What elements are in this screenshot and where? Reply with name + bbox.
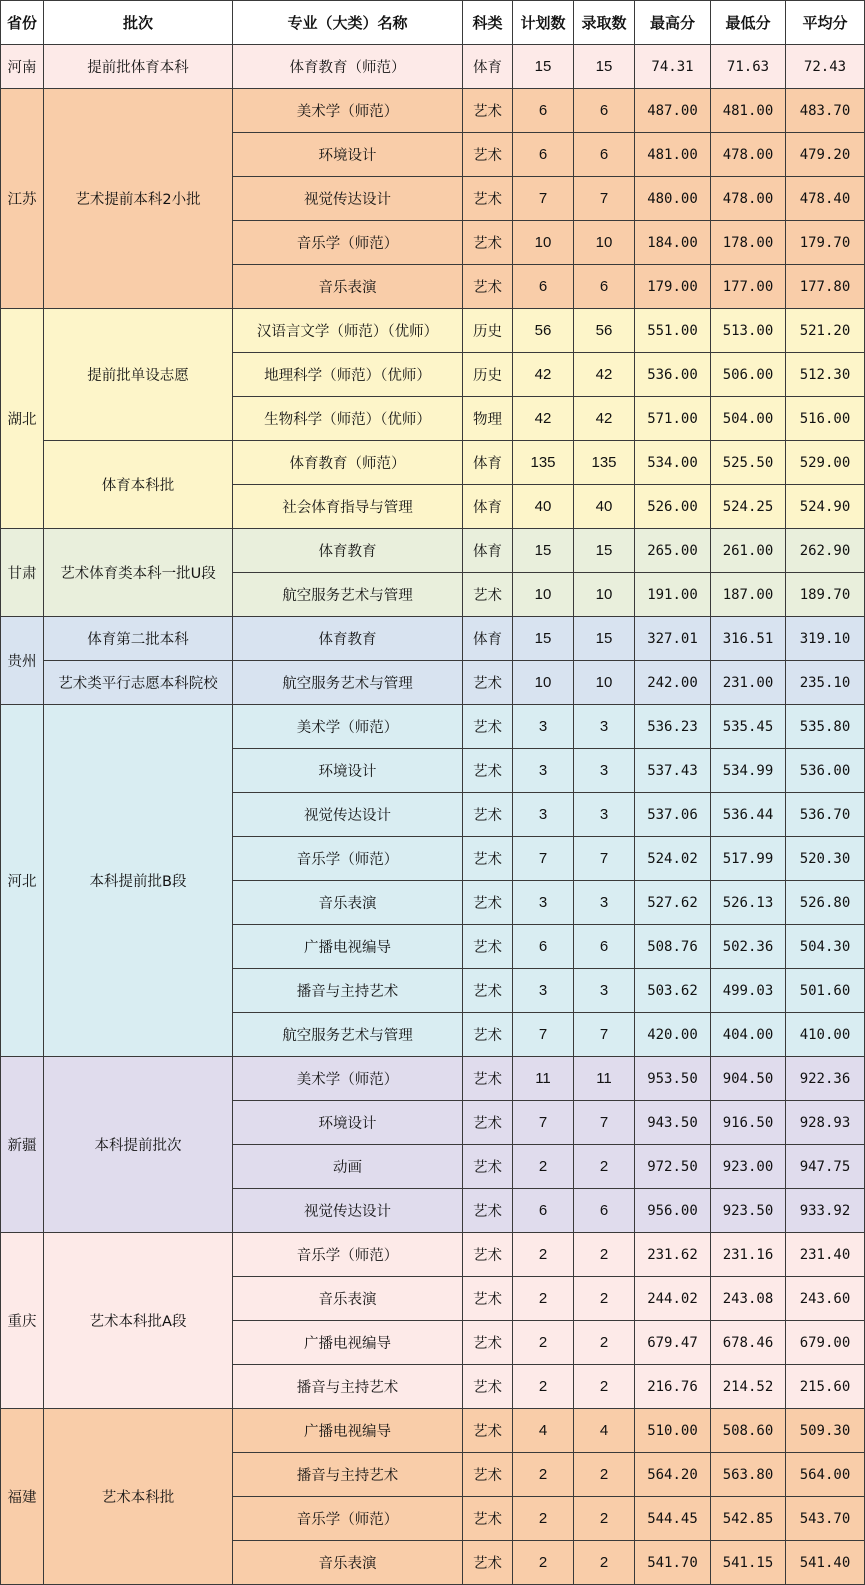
max-score-cell: 571.00: [635, 397, 711, 441]
avg-score-cell: 535.80: [786, 705, 865, 749]
avg-score-cell: 922.36: [786, 1057, 865, 1101]
major-cell: 环境设计: [233, 133, 463, 177]
max-score-cell: 481.00: [635, 133, 711, 177]
min-score-cell: 261.00: [711, 529, 786, 573]
header-major: 专业（大类）名称: [233, 1, 463, 45]
plan-count-cell: 10: [513, 573, 574, 617]
min-score-cell: 178.00: [711, 221, 786, 265]
max-score-cell: 508.76: [635, 925, 711, 969]
plan-count-cell: 2: [513, 1497, 574, 1541]
min-score-cell: 525.50: [711, 441, 786, 485]
max-score-cell: 480.00: [635, 177, 711, 221]
major-cell: 播音与主持艺术: [233, 1453, 463, 1497]
admitted-count-cell: 2: [574, 1145, 635, 1189]
admitted-count-cell: 2: [574, 1541, 635, 1585]
header-province: 省份: [1, 1, 44, 45]
batch-cell: 体育本科批: [44, 441, 233, 529]
plan-count-cell: 3: [513, 881, 574, 925]
admitted-count-cell: 3: [574, 969, 635, 1013]
admitted-count-cell: 7: [574, 1013, 635, 1057]
subject-type-cell: 艺术: [463, 133, 513, 177]
plan-count-cell: 6: [513, 265, 574, 309]
min-score-cell: 214.52: [711, 1365, 786, 1409]
avg-score-cell: 564.00: [786, 1453, 865, 1497]
avg-score-cell: 479.20: [786, 133, 865, 177]
plan-count-cell: 56: [513, 309, 574, 353]
subject-type-cell: 艺术: [463, 1497, 513, 1541]
subject-type-cell: 体育: [463, 485, 513, 529]
table-body: [1, 45, 865, 1585]
admitted-count-cell: 3: [574, 749, 635, 793]
major-cell: 音乐表演: [233, 881, 463, 925]
plan-count-cell: 3: [513, 705, 574, 749]
min-score-cell: 904.50: [711, 1057, 786, 1101]
avg-score-cell: 262.90: [786, 529, 865, 573]
major-cell: 广播电视编导: [233, 1321, 463, 1365]
major-cell: 播音与主持艺术: [233, 969, 463, 1013]
header-batch: 批次: [44, 1, 233, 45]
plan-count-cell: 2: [513, 1365, 574, 1409]
plan-count-cell: 7: [513, 1013, 574, 1057]
plan-count-cell: 10: [513, 221, 574, 265]
admitted-count-cell: 10: [574, 573, 635, 617]
admitted-count-cell: 6: [574, 265, 635, 309]
table-row: [1, 705, 865, 749]
plan-count-cell: 40: [513, 485, 574, 529]
max-score-cell: 524.02: [635, 837, 711, 881]
subject-type-cell: 艺术: [463, 1057, 513, 1101]
max-score-cell: 242.00: [635, 661, 711, 705]
subject-type-cell: 艺术: [463, 1145, 513, 1189]
max-score-cell: 265.00: [635, 529, 711, 573]
province-cell: 新疆: [1, 1057, 44, 1233]
plan-count-cell: 15: [513, 45, 574, 89]
avg-score-cell: 319.10: [786, 617, 865, 661]
plan-count-cell: 15: [513, 617, 574, 661]
plan-count-cell: 6: [513, 133, 574, 177]
table-row: [1, 617, 865, 661]
subject-type-cell: 艺术: [463, 1409, 513, 1453]
min-score-cell: 504.00: [711, 397, 786, 441]
avg-score-cell: 478.40: [786, 177, 865, 221]
province-cell: 江苏: [1, 89, 44, 309]
major-cell: 航空服务艺术与管理: [233, 1013, 463, 1057]
plan-count-cell: 135: [513, 441, 574, 485]
plan-count-cell: 6: [513, 1189, 574, 1233]
min-score-cell: 563.80: [711, 1453, 786, 1497]
admitted-count-cell: 15: [574, 45, 635, 89]
max-score-cell: 527.62: [635, 881, 711, 925]
plan-count-cell: 4: [513, 1409, 574, 1453]
avg-score-cell: 231.40: [786, 1233, 865, 1277]
plan-count-cell: 10: [513, 661, 574, 705]
admitted-count-cell: 3: [574, 881, 635, 925]
subject-type-cell: 历史: [463, 309, 513, 353]
avg-score-cell: 483.70: [786, 89, 865, 133]
subject-type-cell: 艺术: [463, 661, 513, 705]
admitted-count-cell: 6: [574, 1189, 635, 1233]
min-score-cell: 542.85: [711, 1497, 786, 1541]
subject-type-cell: 艺术: [463, 881, 513, 925]
table-row: [1, 529, 865, 573]
subject-type-cell: 体育: [463, 617, 513, 661]
max-score-cell: 541.70: [635, 1541, 711, 1585]
min-score-cell: 513.00: [711, 309, 786, 353]
admitted-count-cell: 7: [574, 1101, 635, 1145]
subject-type-cell: 艺术: [463, 1013, 513, 1057]
avg-score-cell: 679.00: [786, 1321, 865, 1365]
admitted-count-cell: 4: [574, 1409, 635, 1453]
major-cell: 地理科学（师范）（优师）: [233, 353, 463, 397]
admitted-count-cell: 2: [574, 1277, 635, 1321]
max-score-cell: 537.43: [635, 749, 711, 793]
major-cell: 汉语言文学（师范）（优师）: [233, 309, 463, 353]
avg-score-cell: 536.70: [786, 793, 865, 837]
plan-count-cell: 7: [513, 1101, 574, 1145]
avg-score-cell: 543.70: [786, 1497, 865, 1541]
major-cell: 音乐学（师范）: [233, 1233, 463, 1277]
min-score-cell: 541.15: [711, 1541, 786, 1585]
max-score-cell: 679.47: [635, 1321, 711, 1365]
avg-score-cell: 179.70: [786, 221, 865, 265]
batch-cell: 艺术本科批A段: [44, 1233, 233, 1409]
admitted-count-cell: 2: [574, 1321, 635, 1365]
subject-type-cell: 物理: [463, 397, 513, 441]
admitted-count-cell: 6: [574, 133, 635, 177]
table-row: [1, 1057, 865, 1101]
subject-type-cell: 艺术: [463, 1189, 513, 1233]
batch-cell: 提前批体育本科: [44, 45, 233, 89]
avg-score-cell: 243.60: [786, 1277, 865, 1321]
major-cell: 动画: [233, 1145, 463, 1189]
avg-score-cell: 516.00: [786, 397, 865, 441]
avg-score-cell: 529.00: [786, 441, 865, 485]
admitted-count-cell: 2: [574, 1233, 635, 1277]
province-cell: 甘肃: [1, 529, 44, 617]
batch-cell: 提前批单设志愿: [44, 309, 233, 441]
header-admitted-count: 录取数: [574, 1, 635, 45]
min-score-cell: 404.00: [711, 1013, 786, 1057]
province-cell: 福建: [1, 1409, 44, 1585]
subject-type-cell: 艺术: [463, 793, 513, 837]
major-cell: 视觉传达设计: [233, 1189, 463, 1233]
plan-count-cell: 6: [513, 89, 574, 133]
batch-cell: 本科提前批次: [44, 1057, 233, 1233]
province-cell: 重庆: [1, 1233, 44, 1409]
max-score-cell: 536.00: [635, 353, 711, 397]
plan-count-cell: 42: [513, 397, 574, 441]
table-row: [1, 1409, 865, 1453]
plan-count-cell: 2: [513, 1277, 574, 1321]
max-score-cell: 327.01: [635, 617, 711, 661]
avg-score-cell: 177.80: [786, 265, 865, 309]
plan-count-cell: 2: [513, 1453, 574, 1497]
admitted-count-cell: 6: [574, 89, 635, 133]
max-score-cell: 526.00: [635, 485, 711, 529]
plan-count-cell: 15: [513, 529, 574, 573]
batch-cell: 艺术体育类本科一批U段: [44, 529, 233, 617]
plan-count-cell: 2: [513, 1145, 574, 1189]
plan-count-cell: 7: [513, 177, 574, 221]
max-score-cell: 544.45: [635, 1497, 711, 1541]
admitted-count-cell: 10: [574, 221, 635, 265]
min-score-cell: 923.50: [711, 1189, 786, 1233]
major-cell: 体育教育（师范）: [233, 441, 463, 485]
header-max-score: 最高分: [635, 1, 711, 45]
min-score-cell: 916.50: [711, 1101, 786, 1145]
subject-type-cell: 艺术: [463, 969, 513, 1013]
avg-score-cell: 72.43: [786, 45, 865, 89]
avg-score-cell: 526.80: [786, 881, 865, 925]
max-score-cell: 536.23: [635, 705, 711, 749]
table-row: [1, 45, 865, 89]
min-score-cell: 506.00: [711, 353, 786, 397]
subject-type-cell: 艺术: [463, 1321, 513, 1365]
major-cell: 美术学（师范）: [233, 89, 463, 133]
batch-cell: 艺术提前本科2小批: [44, 89, 233, 309]
province-cell: 湖北: [1, 309, 44, 529]
plan-count-cell: 6: [513, 925, 574, 969]
admitted-count-cell: 10: [574, 661, 635, 705]
avg-score-cell: 215.60: [786, 1365, 865, 1409]
max-score-cell: 191.00: [635, 573, 711, 617]
max-score-cell: 953.50: [635, 1057, 711, 1101]
avg-score-cell: 521.20: [786, 309, 865, 353]
major-cell: 音乐表演: [233, 265, 463, 309]
max-score-cell: 184.00: [635, 221, 711, 265]
admitted-count-cell: 3: [574, 793, 635, 837]
avg-score-cell: 509.30: [786, 1409, 865, 1453]
min-score-cell: 526.13: [711, 881, 786, 925]
plan-count-cell: 3: [513, 793, 574, 837]
min-score-cell: 243.08: [711, 1277, 786, 1321]
major-cell: 音乐学（师范）: [233, 837, 463, 881]
min-score-cell: 177.00: [711, 265, 786, 309]
avg-score-cell: 536.00: [786, 749, 865, 793]
avg-score-cell: 189.70: [786, 573, 865, 617]
admitted-count-cell: 2: [574, 1453, 635, 1497]
max-score-cell: 74.31: [635, 45, 711, 89]
subject-type-cell: 艺术: [463, 1101, 513, 1145]
plan-count-cell: 11: [513, 1057, 574, 1101]
max-score-cell: 551.00: [635, 309, 711, 353]
avg-score-cell: 524.90: [786, 485, 865, 529]
subject-type-cell: 历史: [463, 353, 513, 397]
header-subject-type: 科类: [463, 1, 513, 45]
plan-count-cell: 2: [513, 1541, 574, 1585]
plan-count-cell: 3: [513, 969, 574, 1013]
subject-type-cell: 艺术: [463, 89, 513, 133]
admitted-count-cell: 15: [574, 529, 635, 573]
min-score-cell: 508.60: [711, 1409, 786, 1453]
batch-cell: 体育第二批本科: [44, 617, 233, 661]
min-score-cell: 678.46: [711, 1321, 786, 1365]
min-score-cell: 478.00: [711, 177, 786, 221]
min-score-cell: 231.16: [711, 1233, 786, 1277]
max-score-cell: 564.20: [635, 1453, 711, 1497]
admitted-count-cell: 6: [574, 925, 635, 969]
subject-type-cell: 艺术: [463, 177, 513, 221]
major-cell: 视觉传达设计: [233, 793, 463, 837]
major-cell: 体育教育: [233, 617, 463, 661]
min-score-cell: 231.00: [711, 661, 786, 705]
max-score-cell: 943.50: [635, 1101, 711, 1145]
subject-type-cell: 艺术: [463, 573, 513, 617]
admitted-count-cell: 135: [574, 441, 635, 485]
subject-type-cell: 体育: [463, 529, 513, 573]
major-cell: 广播电视编导: [233, 925, 463, 969]
major-cell: 播音与主持艺术: [233, 1365, 463, 1409]
subject-type-cell: 体育: [463, 441, 513, 485]
admitted-count-cell: 56: [574, 309, 635, 353]
min-score-cell: 481.00: [711, 89, 786, 133]
max-score-cell: 179.00: [635, 265, 711, 309]
min-score-cell: 923.00: [711, 1145, 786, 1189]
province-cell: 河南: [1, 45, 44, 89]
subject-type-cell: 艺术: [463, 705, 513, 749]
major-cell: 体育教育: [233, 529, 463, 573]
table-row: [1, 89, 865, 133]
min-score-cell: 316.51: [711, 617, 786, 661]
subject-type-cell: 艺术: [463, 1277, 513, 1321]
min-score-cell: 517.99: [711, 837, 786, 881]
max-score-cell: 244.02: [635, 1277, 711, 1321]
avg-score-cell: 933.92: [786, 1189, 865, 1233]
admitted-count-cell: 2: [574, 1497, 635, 1541]
subject-type-cell: 艺术: [463, 1233, 513, 1277]
major-cell: 社会体育指导与管理: [233, 485, 463, 529]
subject-type-cell: 体育: [463, 45, 513, 89]
admitted-count-cell: 11: [574, 1057, 635, 1101]
province-cell: 贵州: [1, 617, 44, 705]
min-score-cell: 524.25: [711, 485, 786, 529]
admitted-count-cell: 42: [574, 353, 635, 397]
min-score-cell: 499.03: [711, 969, 786, 1013]
major-cell: 音乐学（师范）: [233, 221, 463, 265]
subject-type-cell: 艺术: [463, 837, 513, 881]
max-score-cell: 216.76: [635, 1365, 711, 1409]
min-score-cell: 478.00: [711, 133, 786, 177]
avg-score-cell: 947.75: [786, 1145, 865, 1189]
header-min-score: 最低分: [711, 1, 786, 45]
header-row: [1, 1, 865, 45]
avg-score-cell: 928.93: [786, 1101, 865, 1145]
admitted-count-cell: 2: [574, 1365, 635, 1409]
plan-count-cell: 3: [513, 749, 574, 793]
table-row: [1, 661, 865, 705]
avg-score-cell: 410.00: [786, 1013, 865, 1057]
avg-score-cell: 501.60: [786, 969, 865, 1013]
admitted-count-cell: 3: [574, 705, 635, 749]
min-score-cell: 502.36: [711, 925, 786, 969]
batch-cell: 艺术本科批: [44, 1409, 233, 1585]
admitted-count-cell: 7: [574, 837, 635, 881]
avg-score-cell: 504.30: [786, 925, 865, 969]
max-score-cell: 231.62: [635, 1233, 711, 1277]
plan-count-cell: 7: [513, 837, 574, 881]
major-cell: 航空服务艺术与管理: [233, 573, 463, 617]
batch-cell: 本科提前批B段: [44, 705, 233, 1057]
major-cell: 环境设计: [233, 749, 463, 793]
batch-cell: 艺术类平行志愿本科院校: [44, 661, 233, 705]
major-cell: 体育教育（师范）: [233, 45, 463, 89]
min-score-cell: 535.45: [711, 705, 786, 749]
table-row: [1, 1233, 865, 1277]
major-cell: 环境设计: [233, 1101, 463, 1145]
admitted-count-cell: 15: [574, 617, 635, 661]
header-avg-score: 平均分: [786, 1, 865, 45]
table-row: [1, 441, 865, 485]
subject-type-cell: 艺术: [463, 1365, 513, 1409]
admitted-count-cell: 40: [574, 485, 635, 529]
plan-count-cell: 2: [513, 1233, 574, 1277]
min-score-cell: 536.44: [711, 793, 786, 837]
max-score-cell: 537.06: [635, 793, 711, 837]
subject-type-cell: 艺术: [463, 221, 513, 265]
major-cell: 音乐学（师范）: [233, 1497, 463, 1541]
major-cell: 视觉传达设计: [233, 177, 463, 221]
max-score-cell: 956.00: [635, 1189, 711, 1233]
admitted-count-cell: 42: [574, 397, 635, 441]
avg-score-cell: 541.40: [786, 1541, 865, 1585]
max-score-cell: 534.00: [635, 441, 711, 485]
max-score-cell: 503.62: [635, 969, 711, 1013]
avg-score-cell: 512.30: [786, 353, 865, 397]
avg-score-cell: 235.10: [786, 661, 865, 705]
major-cell: 广播电视编导: [233, 1409, 463, 1453]
major-cell: 航空服务艺术与管理: [233, 661, 463, 705]
major-cell: 美术学（师范）: [233, 705, 463, 749]
admitted-count-cell: 7: [574, 177, 635, 221]
subject-type-cell: 艺术: [463, 265, 513, 309]
min-score-cell: 534.99: [711, 749, 786, 793]
max-score-cell: 510.00: [635, 1409, 711, 1453]
avg-score-cell: 520.30: [786, 837, 865, 881]
subject-type-cell: 艺术: [463, 1453, 513, 1497]
major-cell: 音乐表演: [233, 1277, 463, 1321]
subject-type-cell: 艺术: [463, 1541, 513, 1585]
province-cell: 河北: [1, 705, 44, 1057]
major-cell: 生物科学（师范）（优师）: [233, 397, 463, 441]
min-score-cell: 187.00: [711, 573, 786, 617]
table-row: [1, 309, 865, 353]
major-cell: 美术学（师范）: [233, 1057, 463, 1101]
max-score-cell: 487.00: [635, 89, 711, 133]
subject-type-cell: 艺术: [463, 749, 513, 793]
header-plan-count: 计划数: [513, 1, 574, 45]
major-cell: 音乐表演: [233, 1541, 463, 1585]
plan-count-cell: 42: [513, 353, 574, 397]
min-score-cell: 71.63: [711, 45, 786, 89]
plan-count-cell: 2: [513, 1321, 574, 1365]
subject-type-cell: 艺术: [463, 925, 513, 969]
max-score-cell: 420.00: [635, 1013, 711, 1057]
max-score-cell: 972.50: [635, 1145, 711, 1189]
